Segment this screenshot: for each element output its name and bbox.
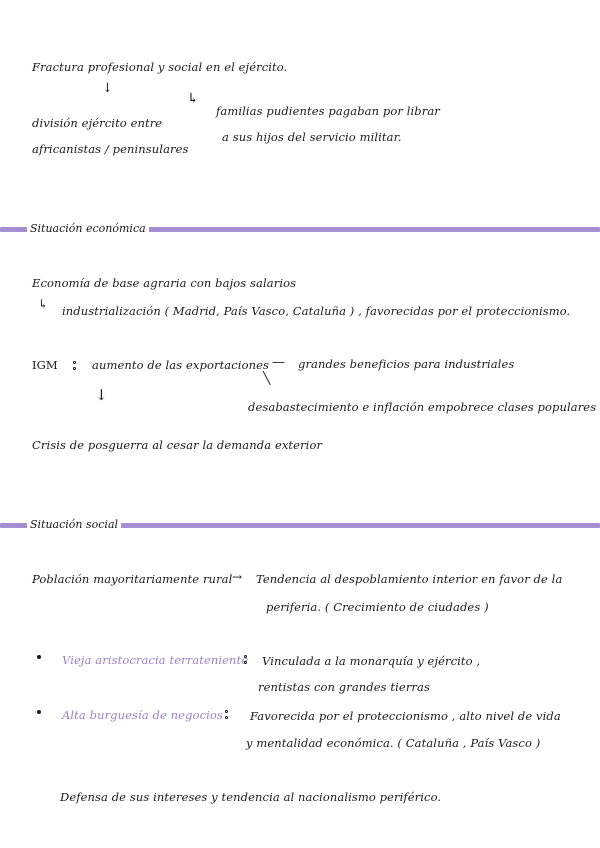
arrow-right-icon: → [232, 570, 243, 584]
colon-icon [73, 361, 76, 371]
igm-result2: desabastecimiento e inflación empobrece clases populares [248, 400, 597, 414]
arrow-down-icon: ↓ [95, 386, 108, 404]
division-line1: división ejército entre [32, 116, 163, 130]
arrow-down-icon: ↓ [102, 81, 113, 96]
turn-arrow-icon: ↳ [187, 91, 199, 107]
fractura-title: Fractura profesional y social en el ejército. [32, 60, 288, 74]
economia-line1: Economía de base agraria con bajos salarios [32, 276, 297, 290]
heading-economica: Situación económica [27, 222, 149, 235]
crisis-line: Crisis de posguerra al cesar la demanda exterior [32, 438, 323, 452]
aristocracia-text2: rentistas con grandes tierras [258, 680, 430, 694]
division-line2: africanistas / peninsulares [32, 142, 189, 156]
dash-icon: ╲ [263, 371, 271, 385]
burguesia-text2: y mentalidad económica. ( Cataluña , País Vasco ) [246, 736, 541, 750]
igm-result1: grandes beneficios para industriales [298, 357, 515, 371]
igm-text: aumento de las exportaciones [92, 358, 270, 372]
heading-social: Situación social [27, 518, 121, 531]
colon-icon [225, 710, 228, 720]
tendencia-line1: Tendencia al despoblamiento interior en favor de la [256, 572, 563, 586]
burguesia-label: Alta burguesía de negocios [62, 708, 223, 722]
burguesia-text1: Favorecida por el proteccionismo , alto nivel de vida [250, 709, 561, 723]
aristocracia-text1: Vinculada a la monarquía y ejército , [262, 654, 481, 668]
defensa-line: Defensa de sus intereses y tendencia al nacionalismo periférico. [60, 790, 442, 804]
dash-icon: — [272, 355, 285, 370]
familias-line2: a sus hijos del servicio militar. [222, 130, 402, 144]
turn-arrow-icon: ↳ [38, 297, 49, 311]
poblacion-line: Población mayoritariamente rural [32, 572, 233, 586]
bullet-icon [37, 655, 41, 659]
familias-line1: familias pudientes pagaban por librar [216, 104, 440, 118]
igm-label: IGM [32, 358, 58, 372]
colon-icon [244, 655, 247, 665]
tendencia-line2: periferia. ( Crecimiento de ciudades ) [266, 600, 489, 614]
aristocracia-label: Vieja aristocracia terrateniente [62, 653, 249, 667]
economia-line2: industrialización ( Madrid, País Vasco, Cataluña ) , favorecidas por el proteccionismo. [62, 304, 571, 318]
bullet-icon [37, 710, 41, 714]
